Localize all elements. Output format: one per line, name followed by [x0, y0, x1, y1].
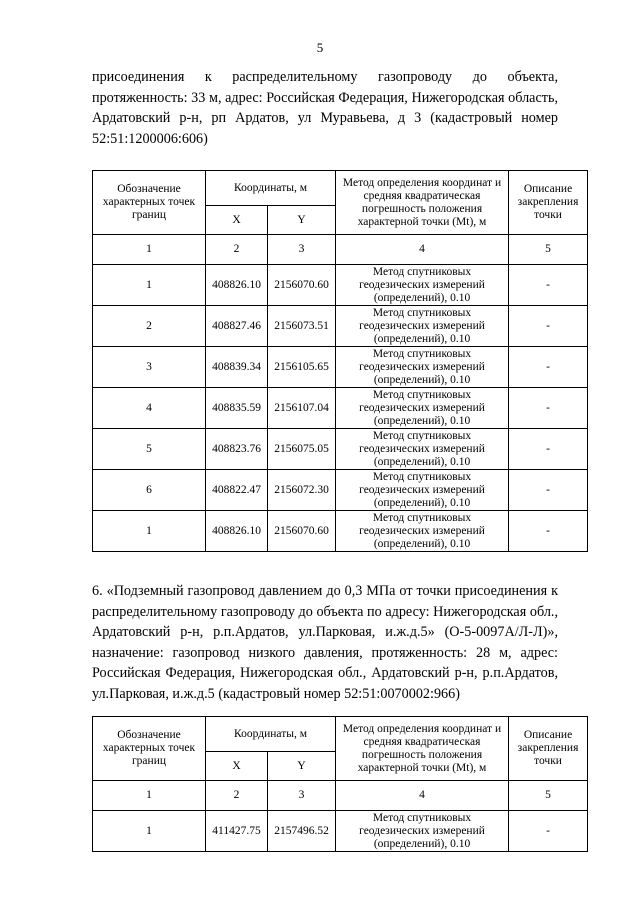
method-cell: Метод спутниковых геодезических измерений (определений), 0.10: [336, 388, 509, 429]
method-cell: Метод спутниковых геодезических измерений (определений), 0.10: [336, 265, 509, 306]
method-cell: Метод спутниковых геодезических измерений (определений), 0.10: [336, 511, 509, 552]
column-number: 1: [93, 235, 206, 265]
point-id-cell: 3: [93, 347, 206, 388]
column-number: 3: [268, 235, 336, 265]
point-id-cell: 6: [93, 470, 206, 511]
description-cell: -: [509, 429, 588, 470]
coordinates-table-2: [92, 716, 588, 852]
method-cell: Метод спутниковых геодезических измерений (определений), 0.10: [336, 429, 509, 470]
table-row: [93, 470, 588, 511]
description-cell: -: [509, 265, 588, 306]
x-coordinate-cell: 408826.10: [206, 511, 268, 552]
column-number: 1: [93, 781, 206, 811]
header-method: Метод определения координат и средняя квадратическая погрешность положения характерной точки (Mt), м: [336, 171, 509, 235]
y-coordinate-cell: 2156107.04: [268, 388, 336, 429]
point-id-cell: 5: [93, 429, 206, 470]
y-coordinate-cell: 2157496.52: [268, 811, 336, 852]
table-row: [93, 265, 588, 306]
header-x: X: [206, 752, 268, 781]
column-number: 5: [509, 235, 588, 265]
table-row: [93, 811, 588, 852]
column-numbers-row: [93, 781, 588, 811]
header-coordinates: Координаты, м: [206, 717, 336, 752]
column-number: 4: [336, 235, 509, 265]
column-number: 2: [206, 781, 268, 811]
header-x: X: [206, 206, 268, 235]
y-coordinate-cell: 2156105.65: [268, 347, 336, 388]
table-row: [93, 511, 588, 552]
table-header-row: [93, 171, 588, 206]
paragraph-object-6: 6. «Подземный газопровод давлением до 0,3 МПа от точки присоединения к распределительному газопроводу до объекта по адресу: Нижегородская обл., Ардатовский р-н, р.п.Ардатов, ул.Парковая, и.ж.д.5» (О-5-0097А/Л-Л)», назначение: газопровод низкого давления, протяженность: 28 м, адрес: Российская Федерация, Нижегородская обл., Ардатовский р-н, р.п.Ардатов, ул.Парковая, и.ж.д.5 (кадастровый номер 52:51:0070002:966): [92, 583, 558, 702]
table-row: [93, 429, 588, 470]
header-description: Описание закрепления точки: [509, 717, 588, 781]
x-coordinate-cell: 408839.34: [206, 347, 268, 388]
paragraph-object-5-continuation: присоединения к распределительному газопроводу до объекта, протяженность: 33 м, адрес: Российская Федерация, Нижегородская область, Ардатовский р-н, рп Ардатов, ул Муравьева, д 3 (кадастровый номер 52:51:1200006:606): [92, 69, 558, 147]
table-header-row: [93, 717, 588, 752]
header-point-designation: Обозначение характерных точек границ: [93, 171, 206, 235]
description-cell: -: [509, 470, 588, 511]
description-cell: -: [509, 511, 588, 552]
page-number: 5: [316, 40, 324, 55]
point-id-cell: 1: [93, 511, 206, 552]
x-coordinate-cell: 411427.75: [206, 811, 268, 852]
y-coordinate-cell: 2156073.51: [268, 306, 336, 347]
point-id-cell: 2: [93, 306, 206, 347]
description-cell: -: [509, 306, 588, 347]
column-number: 3: [268, 781, 336, 811]
header-y: Y: [268, 752, 336, 781]
y-coordinate-cell: 2156075.05: [268, 429, 336, 470]
x-coordinate-cell: 408827.46: [206, 306, 268, 347]
description-cell: -: [509, 388, 588, 429]
header-coordinates: Координаты, м: [206, 171, 336, 206]
header-description: Описание закрепления точки: [509, 171, 588, 235]
point-id-cell: 4: [93, 388, 206, 429]
column-number: 5: [509, 781, 588, 811]
method-cell: Метод спутниковых геодезических измерений (определений), 0.10: [336, 306, 509, 347]
table-row: [93, 388, 588, 429]
x-coordinate-cell: 408823.76: [206, 429, 268, 470]
y-coordinate-cell: 2156070.60: [268, 511, 336, 552]
x-coordinate-cell: 408835.59: [206, 388, 268, 429]
table-1-body: [93, 171, 588, 552]
column-number: 2: [206, 235, 268, 265]
point-id-cell: 1: [93, 265, 206, 306]
y-coordinate-cell: 2156072.30: [268, 470, 336, 511]
method-cell: Метод спутниковых геодезических измерений (определений), 0.10: [336, 470, 509, 511]
table-row: [93, 306, 588, 347]
column-number: 4: [336, 781, 509, 811]
y-coordinate-cell: 2156070.60: [268, 265, 336, 306]
header-y: Y: [268, 206, 336, 235]
header-method: Метод определения координат и средняя квадратическая погрешность положения характерной точки (Mt), м: [336, 717, 509, 781]
method-cell: Метод спутниковых геодезических измерений (определений), 0.10: [336, 811, 509, 852]
coordinates-table-1: [92, 170, 588, 552]
column-numbers-row: [93, 235, 588, 265]
table-2-body: [93, 717, 588, 852]
point-id-cell: 1: [93, 811, 206, 852]
header-point-designation: Обозначение характерных точек границ: [93, 717, 206, 781]
description-cell: -: [509, 347, 588, 388]
method-cell: Метод спутниковых геодезических измерений (определений), 0.10: [336, 347, 509, 388]
description-cell: -: [509, 811, 588, 852]
x-coordinate-cell: 408822.47: [206, 470, 268, 511]
x-coordinate-cell: 408826.10: [206, 265, 268, 306]
table-row: [93, 347, 588, 388]
